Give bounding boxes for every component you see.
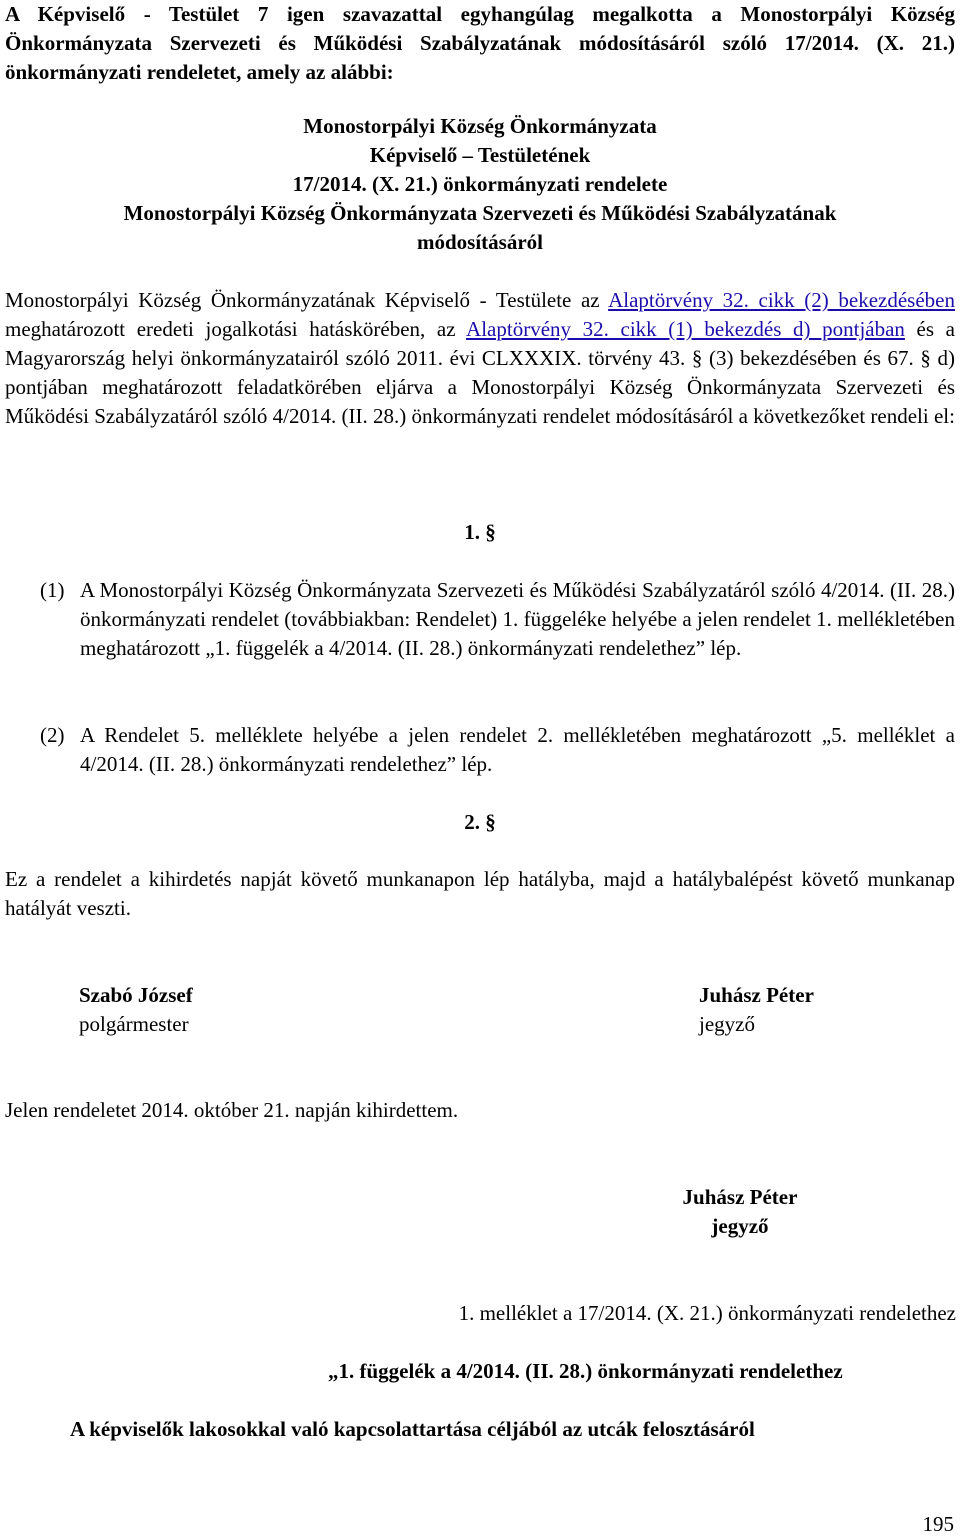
signer-title: jegyző [711, 1214, 769, 1238]
section-1-paragraph-2 [40, 721, 955, 779]
paragraph-text: A Monostorpályi Község Önkormányzata Szervezeti és Működési Szabályzatáról szóló 4/2014. (II. 28.) önkormányzati rendelet (továbbiakban: Rendelet) 1. függeléke helyébe a jelen rendelet 1. mellékletében meghatározott „1. függelék a 4/2014. (II. 28.) önkormányzati rendelethez” lép. [80, 578, 955, 660]
preamble-text-1: Monostorpályi Község Önkormányzatának Képviselő - Testülete az [5, 288, 609, 312]
preamble-paragraph [5, 286, 955, 431]
section-2-text: Ez a rendelet a kihirdetés napját követő munkanapon lép hatályba, majd a hatálybalépést követő munkanap hatályát veszti. [5, 867, 955, 920]
title-line-4: Monostorpályi Község Önkormányzata Szervezeti és Működési Szabályzatának [123, 201, 837, 225]
signer-title: polgármester [79, 1012, 189, 1036]
annex-reference: 1. melléklet a 17/2014. (X. 21.) önkormányzati rendelethez [458, 1301, 956, 1325]
intro-text: A Képviselő - Testület 7 igen szavazattal egyhangúlag megalkotta a Monostorpályi Község Önkormányzata Szervezeti és Működési Szabályzatának módosításáról szóló 17/2014. (X. 21.) önkormányzati rendeletet, amely az alábbi: [5, 2, 955, 84]
constitution-link-1[interactable]: Alaptörvény 32. cikk (2) bekezdésében [608, 288, 955, 312]
constitution-link-2[interactable]: Alaptörvény 32. cikk (1) bekezdés d) pontjában [466, 317, 905, 341]
section-1-heading: 1. § [464, 520, 496, 544]
appendix-title: „1. függelék a 4/2014. (II. 28.) önkormányzati rendelethez [328, 1359, 843, 1383]
intro-paragraph [5, 0, 955, 87]
signer-name: Juhász Péter [699, 983, 814, 1007]
preamble-text-2: meghatározott eredeti jogalkotási hatáskörében, az [5, 317, 467, 341]
title-line-1: Monostorpályi Község Önkormányzata [303, 114, 657, 138]
decree-title [0, 112, 960, 257]
paragraph-text: A Rendelet 5. melléklete helyébe a jelen rendelet 2. mellékletében meghatározott „5. melléklet a 4/2014. (II. 28.) önkormányzati rendelethez” lép. [80, 723, 955, 776]
signer-title: jegyző [699, 1012, 755, 1036]
promulgation-text: Jelen rendeletet 2014. október 21. napján kihirdettem. [5, 1098, 459, 1122]
section-1-paragraph-1 [40, 576, 955, 663]
title-line-5: módosításáról [417, 230, 543, 254]
signer-name: Szabó József [79, 983, 193, 1007]
title-line-3: 17/2014. (X. 21.) önkormányzati rendelete [292, 172, 668, 196]
promulgation-signature [640, 1183, 840, 1241]
preamble-text-3: és a Magyarország helyi önkormányzatairól szóló 2011. évi CLXXXIX. törvény 43. § (3) bekezdésében és 67. § d) pontjában meghatározott feladatkörében eljárva a Monostorpályi Község Önkormányzata Szervezeti és Működési Szabályzatáról szóló 4/2014. (II. 28.) önkormányzati rendelet módosításáról a következőket rendeli el: [5, 317, 955, 428]
title-line-2: Képviselő – Testületének [369, 143, 591, 167]
section-2-heading: 2. § [464, 810, 496, 834]
signer-name: Juhász Péter [682, 1185, 798, 1209]
appendix-subject: A képviselők lakosokkal való kapcsolattartása céljából az utcák felosztásáról [70, 1417, 755, 1441]
paragraph-number: (2) [40, 723, 65, 747]
page-number: 195 [922, 1512, 954, 1536]
signature-notary [699, 981, 814, 1039]
signature-mayor [79, 981, 193, 1039]
paragraph-number: (1) [40, 578, 65, 602]
